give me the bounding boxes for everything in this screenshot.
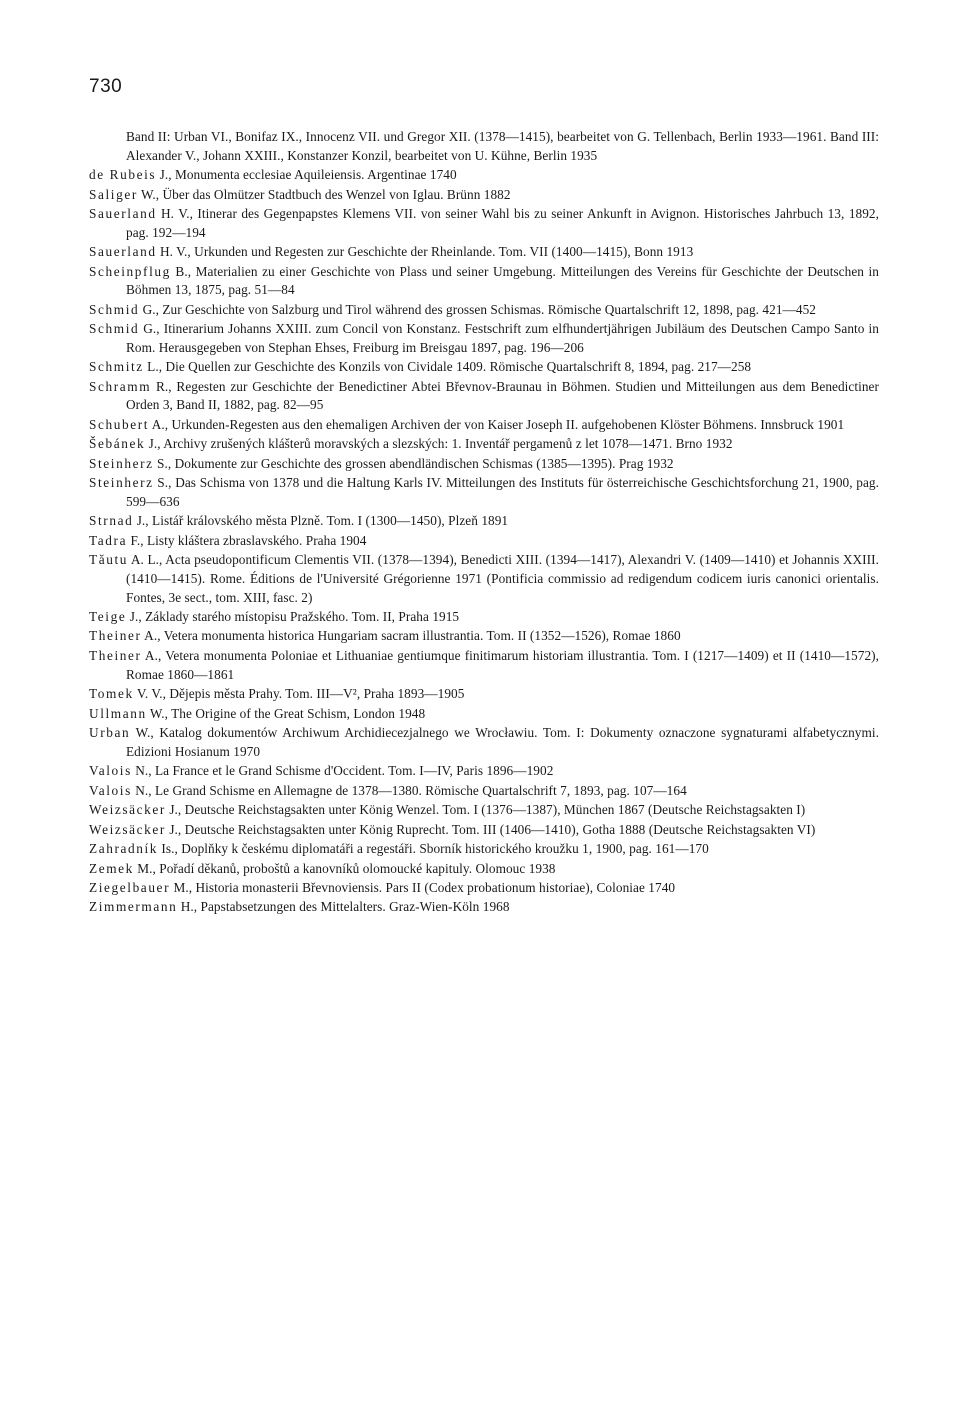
- entry-citation: J., Deutsche Reichstagsakten unter König Ruprecht. Tom. III (1406—1410), Gotha 1888 (Deutsche Reichstagsakten VI): [165, 821, 816, 837]
- bibliography-entry: [89, 416, 879, 435]
- entry-citation: A., Vetera monumenta historica Hungariam sacram illustrantia. Tom. II (1352—1526), Romae 1860: [141, 628, 681, 644]
- entry-citation: W., Über das Olmützer Stadtbuch des Wenzel von Iglau. Brünn 1882: [137, 186, 511, 202]
- bibliography-entry: [89, 128, 879, 165]
- entry-citation: W., Katalog dokumentów Archiwum Archidiecezjalnego we Wrocławiu. Tom. I: Dokumenty oznaczone sygnaturami alfabetycznymi. Edizioni Hosianum 1970: [126, 725, 879, 759]
- bibliography-entry: [89, 685, 879, 704]
- entry-author: Schmid: [89, 301, 140, 317]
- entry-author: Schubert: [89, 416, 150, 432]
- entry-author: Tăutu: [89, 552, 129, 568]
- entry-author: Theiner: [89, 628, 142, 644]
- entry-citation: J., Monumenta ecclesiae Aquileiensis. Argentinae 1740: [156, 167, 457, 183]
- bibliography-entry: [89, 762, 879, 781]
- entry-author: Tadra: [89, 532, 128, 548]
- entry-author: Scheinpflug: [89, 263, 171, 279]
- bibliography-entry: [89, 455, 879, 474]
- entry-citation: H., Papstabsetzungen des Mittelalters. Graz-Wien-Köln 1968: [177, 899, 510, 915]
- bibliography-entry: [89, 608, 879, 627]
- bibliography-entry: [89, 840, 879, 859]
- entry-citation: J., Deutsche Reichstagsakten unter König Wenzel. Tom. I (1376—1387), München 1867 (Deutsche Reichstagsakten I): [165, 802, 806, 818]
- entry-citation: S., Das Schisma von 1378 und die Haltung Karls IV. Mitteilungen des Instituts für österreichische Geschichtsforchung 21, 1900, pag. 599—636: [126, 475, 879, 509]
- bibliography-entry: [89, 801, 879, 820]
- bibliography-entry: [89, 532, 879, 551]
- entry-author: Strnad: [89, 513, 134, 529]
- bibliography-entry: [89, 378, 879, 415]
- bibliography-entry: [89, 705, 879, 724]
- page-number: 730: [89, 76, 123, 97]
- entry-author: Sauerland: [89, 206, 157, 222]
- bibliography-entry: [89, 821, 879, 840]
- bibliography-entry: [89, 474, 879, 511]
- entry-author: Tomek: [89, 686, 134, 702]
- entry-citation: A. L., Acta pseudopontificum Clementis VII. (1378—1394), Benedicti XIII. (1394—1417), Alexandri V. (1409—1410) et Johannis XXIII. (1410—1415). Rome. Éditions de l'Université Grégorienne 1971 (Pontificia commissio ad redigendum codicem iuris canonici orientalis. Fontes, 3e sect., tom. XIII, fasc. 2): [126, 552, 879, 605]
- entry-author: Urban: [89, 725, 131, 740]
- bibliography-entry: [89, 879, 879, 898]
- entry-author: Šebánek: [89, 436, 146, 452]
- entry-author: Schmid: [89, 321, 140, 337]
- bibliography-list: [89, 128, 879, 918]
- entry-citation: J., Listář královského města Plzně. Tom. I (1300—1450), Plzeň 1891: [133, 513, 509, 529]
- entry-citation: L., Die Quellen zur Geschichte des Konzils von Cividale 1409. Römische Quartalschrift 8, 1894, pag. 217—258: [143, 359, 752, 375]
- entry-author: Valois: [89, 763, 132, 779]
- entry-author: Steinherz: [89, 475, 154, 491]
- bibliography-entry: [89, 647, 879, 684]
- entry-author: Zemek: [89, 860, 134, 876]
- entry-citation: N., Le Grand Schisme en Allemagne de 1378—1380. Römische Quartalschrift 7, 1893, pag. 107—164: [131, 782, 687, 798]
- bibliography-entry: [89, 186, 879, 205]
- entry-author: de Rubeis: [89, 167, 157, 183]
- entry-citation: B., Materialien zu einer Geschichte von Plass und seiner Umgebung. Mitteilungen des Vereins für Geschichte der Deutschen in Böhmen 13, 1875, pag. 51—84: [126, 263, 879, 298]
- entry-citation: N., La France et le Grand Schisme d'Occident. Tom. I—IV, Paris 1896—1902: [131, 763, 554, 779]
- bibliography-entry: [89, 301, 879, 320]
- entry-citation: R., Regesten zur Geschichte der Benedictiner Abtei Břevnov-Braunau in Böhmen. Studien und Mitteilungen aus dem Benedictiner Orden 3, Band II, 1882, pag. 82—95: [126, 378, 879, 413]
- bibliography-entry: [89, 782, 879, 801]
- entry-author: Teige: [89, 608, 127, 624]
- bibliography-entry: [89, 166, 879, 185]
- entry-author: Steinherz: [89, 455, 154, 471]
- bibliography-entry: [89, 320, 879, 357]
- entry-author: Schramm: [89, 378, 152, 394]
- entry-author: Weizsäcker: [89, 821, 166, 837]
- entry-citation: A., Urkunden-Regesten aus den ehemaligen Archiven der von Kaiser Joseph II. aufgehobenen Klöster Böhmens. Innsbruck 1901: [149, 416, 845, 432]
- bibliography-entry: [89, 512, 879, 531]
- bibliography-entry: [89, 898, 879, 917]
- bibliography-entry: [89, 551, 879, 607]
- entry-citation: W., The Origine of the Great Schism, London 1948: [146, 705, 426, 721]
- entry-citation: G., Itinerarium Johanns XXIII. zum Concil von Konstanz. Festschrift zum elfhundertjährigen Jubiläum des Deutschen Campo Santo in Rom. Herausgegeben von Stephan Ehses, Freiburg im Breisgau 1897, pag. 196—206: [126, 321, 879, 355]
- entry-author: Theiner: [89, 647, 142, 663]
- entry-citation: H. V., Itinerar des Gegenpapstes Klemens VII. von seiner Wahl bis zu seiner Ankunft in Avignon. Historisches Jahrbuch 13, 1892, pag. 192—194: [126, 206, 879, 240]
- entry-author: Schmitz: [89, 359, 144, 375]
- entry-citation: J., Archivy zrušených klášterů moravských a slezských: 1. Inventář pergamenů z let 1078—1471. Brno 1932: [145, 436, 733, 452]
- entry-author: Saliger: [89, 186, 138, 202]
- entry-citation: Band II: Urban VI., Bonifaz IX., Innocenz VII. und Gregor XII. (1378—1415), bearbeitet von G. Tellenbach, Berlin 1933—1961. Band III: Alexander V., Johann XXIII., Konstanzer Konzil, bearbeitet von U. Kühne, Berlin 1935: [126, 129, 879, 163]
- bibliography-entry: [89, 724, 879, 761]
- entry-citation: J., Základy starého místopisu Pražského. Tom. II, Praha 1915: [126, 608, 460, 624]
- bibliography-entry: [89, 243, 879, 262]
- entry-author: Ziegelbauer: [89, 879, 171, 895]
- entry-author: Zimmermann: [89, 899, 178, 915]
- entry-author: Valois: [89, 782, 132, 798]
- bibliography-entry: [89, 860, 879, 879]
- entry-citation: Is., Doplňky k českému diplomatáři a regestáři. Sborník historického kroužku 1, 1900, pag. 161—170: [158, 841, 709, 857]
- entry-citation: V. V., Dějepis města Prahy. Tom. III—V², Praha 1893—1905: [133, 686, 465, 702]
- entry-author: Ullmann: [89, 705, 147, 721]
- entry-citation: M., Historia monasterii Břevnoviensis. Pars II (Codex probationum historiae), Coloniae 1740: [170, 879, 676, 895]
- entry-citation: S., Dokumente zur Geschichte des grossen abendländischen Schismas (1385—1395). Prag 1932: [153, 455, 674, 471]
- bibliography-entry: [89, 435, 879, 454]
- entry-citation: M., Pořadí děkanů, proboštů a kanovníků olomoucké kapituly. Olomouc 1938: [133, 860, 556, 876]
- bibliography-entry: [89, 263, 879, 300]
- entry-citation: A., Vetera monumenta Poloniae et Lithuaniae gentiumque finitimarum historiam illustrantia. Tom. I (1217—1409) et II (1410—1572), Romae 1860—1861: [126, 647, 879, 682]
- entry-author: Sauerland: [89, 244, 157, 260]
- entry-author: Zahradník: [89, 841, 159, 857]
- bibliography-entry: [89, 205, 879, 242]
- entry-citation: H. V., Urkunden und Regesten zur Geschichte der Rheinlande. Tom. VII (1400—1415), Bonn 1913: [156, 244, 694, 260]
- entry-author: Weizsäcker: [89, 802, 166, 818]
- bibliography-entry: [89, 358, 879, 377]
- entry-citation: F., Listy kláštera zbraslavského. Praha 1904: [127, 532, 367, 548]
- bibliography-entry: [89, 627, 879, 646]
- entry-citation: G., Zur Geschichte von Salzburg und Tirol während des grossen Schismas. Römische Quartalschrift 12, 1898, pag. 421—452: [139, 301, 816, 317]
